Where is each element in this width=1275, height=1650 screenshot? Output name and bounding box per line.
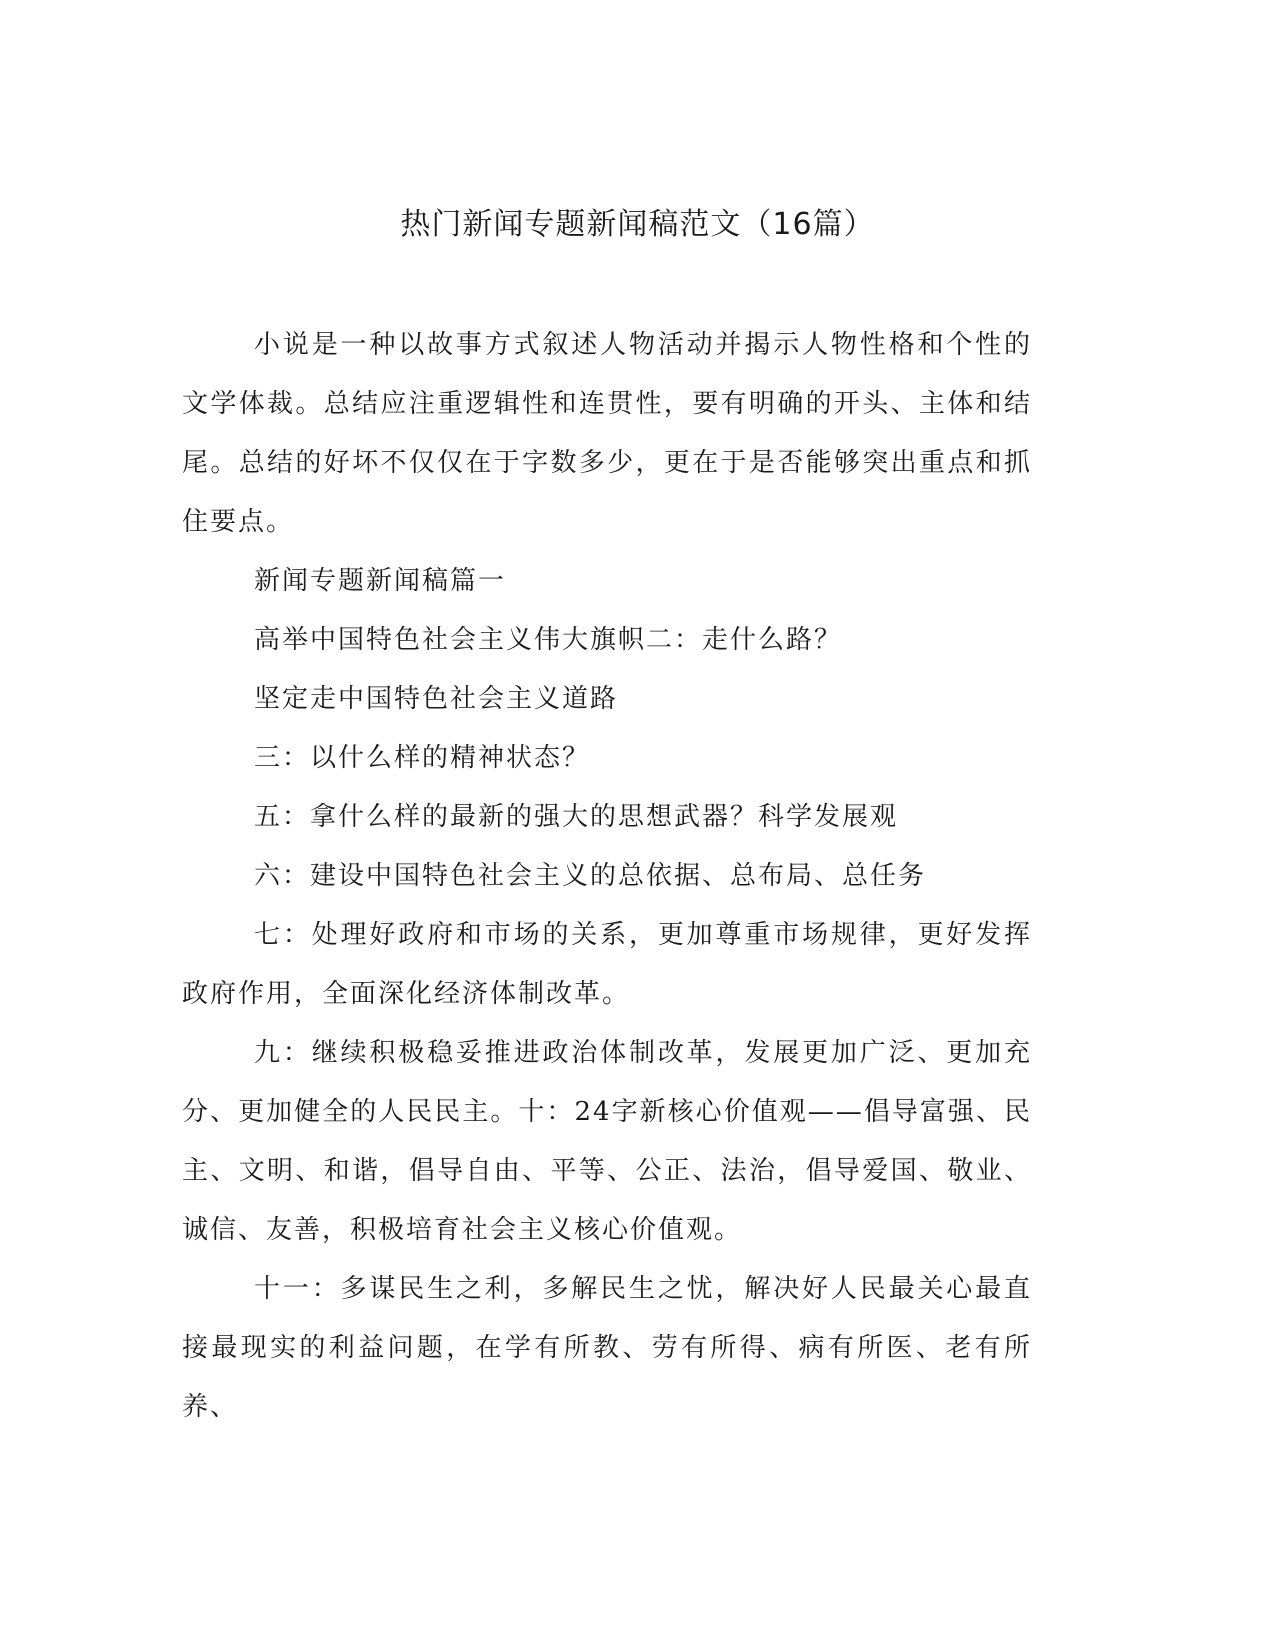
paragraph-item: 十一：多谋民生之利，多解民生之忧，解决好人民最关心最直接最现实的利益问题，在学有所教、劳有所得、病有所医、老有所养、 (182, 1274, 1032, 1422)
document-body (182, 316, 1032, 1437)
document-title: 热门新闻专题新闻稿范文（16篇） (400, 207, 875, 242)
paragraph-item: 九：继续积极稳妥推进政治体制改革，发展更加广泛、更加充分、更加健全的人民民主。十：24字新核心价值观——倡导富强、民主、文明、和谐，倡导自由、平等、公正、法治，倡导爱国、敬业、诚信、友善，积极培育社会主义核心价值观。 (182, 1038, 1032, 1245)
paragraph-section-heading: 新闻专题新闻稿篇一 (254, 566, 507, 596)
paragraph-item: 高举中国特色社会主义伟大旗帜二：走什么路？ (254, 625, 843, 655)
paragraph-intro: 小说是一种以故事方式叙述人物活动并揭示人物性格和个性的文学体裁。总结应注重逻辑性和连贯性，要有明确的开头、主体和结尾。总结的好坏不仅仅在于字数多少，更在于是否能够突出重点和抓住要点。 (182, 330, 1032, 537)
paragraph-item: 七：处理好政府和市场的关系，更加尊重市场规律，更好发挥政府作用，全面深化经济体制改革。 (182, 920, 1032, 1009)
paragraph-item: 五：拿什么样的最新的强大的思想武器？科学发展观 (254, 802, 899, 832)
paragraph-item: 坚定走中国特色社会主义道路 (254, 684, 619, 714)
paragraph-item: 三：以什么样的精神状态？ (254, 743, 591, 773)
paragraph-item: 六：建设中国特色社会主义的总依据、总布局、总任务 (254, 861, 927, 891)
